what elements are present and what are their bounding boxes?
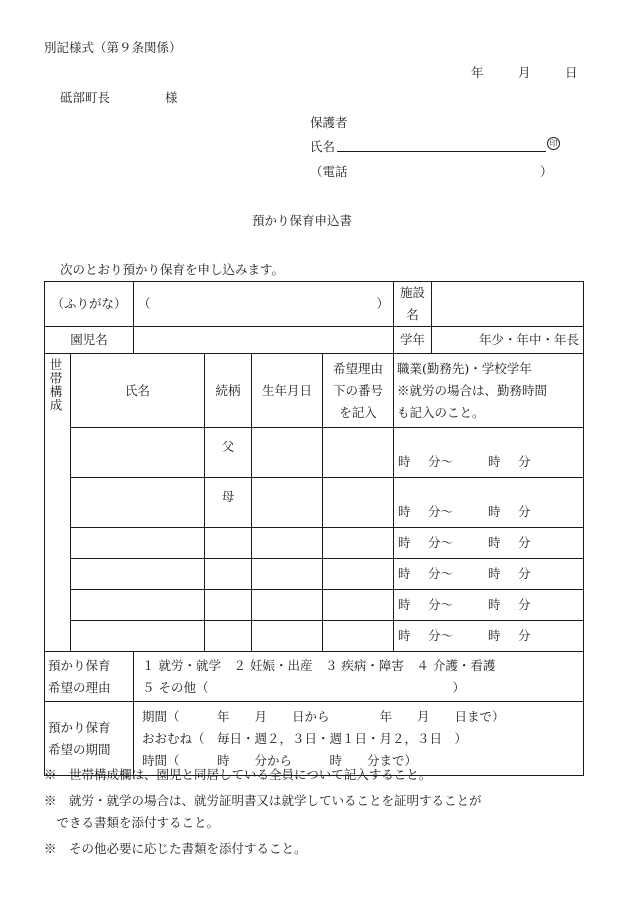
grade-options[interactable]: 年少・年中・年長 — [432, 327, 584, 354]
member-job-field[interactable]: 時 分～ 時 分 — [394, 528, 584, 559]
member-job-field[interactable]: 時 分～ 時 分 — [394, 478, 584, 528]
guardian-name-label: 氏名 — [310, 139, 336, 154]
reason-label: 預かり保育 希望の理由 — [45, 652, 134, 702]
household-row — [45, 478, 584, 528]
note-2-cont: できる書類を添付すること。 — [44, 815, 220, 830]
col-relation-header: 続柄 — [205, 354, 252, 428]
col-birth-header: 生年月日 — [252, 354, 323, 428]
phone-label: （電話 — [310, 164, 348, 179]
household-section-label: 世帯構成 — [45, 354, 71, 652]
member-job-field[interactable]: 時 分～ 時 分 — [394, 428, 584, 478]
member-relation[interactable] — [205, 559, 252, 590]
reason-other: ５ その他（ — [142, 679, 209, 695]
household-row — [45, 590, 584, 621]
col-name-header: 氏名 — [71, 354, 205, 428]
period-line-2: おおむね（ 毎日・週２，３日・週１日・月２，３日 ） — [142, 730, 468, 746]
member-reason-field[interactable] — [323, 590, 394, 621]
member-birth-field[interactable] — [252, 559, 323, 590]
member-birth-field[interactable] — [252, 478, 323, 528]
member-birth-field[interactable] — [252, 621, 323, 652]
furigana-label: （ふりがな） — [45, 282, 134, 327]
phone-close: ） — [540, 164, 553, 179]
paren-open: （ — [138, 296, 151, 311]
child-name-label: 園児名 — [45, 327, 134, 354]
reason-other-close: ） — [452, 679, 466, 695]
member-name-field[interactable] — [71, 478, 205, 528]
note-3: ※ その他必要に応じた書類を添付すること。 — [44, 841, 307, 856]
date-month-label: 月 — [518, 65, 531, 80]
member-reason-field[interactable] — [323, 428, 394, 478]
member-relation[interactable] — [205, 590, 252, 621]
paren-close: ） — [376, 296, 390, 311]
member-reason-field[interactable] — [323, 559, 394, 590]
member-relation[interactable]: 父 — [205, 428, 252, 478]
member-name-field[interactable] — [71, 590, 205, 621]
document-title: 預かり保育申込書 — [252, 213, 353, 228]
note-2: ※ 就労・就学の場合は、就労証明書又は就学していることを証明することが — [44, 793, 482, 808]
member-name-field[interactable] — [71, 559, 205, 590]
grade-label: 学年 — [394, 327, 432, 354]
household-row — [45, 528, 584, 559]
member-reason-field[interactable] — [323, 621, 394, 652]
date-day-label: 日 — [565, 65, 578, 80]
notes — [44, 764, 482, 860]
member-name-field[interactable] — [71, 621, 205, 652]
reason-line-1: １ 就労・就学 ２ 妊娠・出産 ３ 疾病・障害 ４ 介護・看護 — [142, 657, 496, 673]
addressee: 砥部町長 — [60, 90, 111, 105]
member-birth-field[interactable] — [252, 590, 323, 621]
member-job-field[interactable]: 時 分～ 時 分 — [394, 559, 584, 590]
furigana-field[interactable] — [134, 282, 394, 327]
member-relation[interactable] — [205, 528, 252, 559]
household-row — [45, 621, 584, 652]
facility-label: 施設名 — [394, 282, 432, 327]
note-1: ※ 世帯構成欄は、園児と同居している全員について記入すること。 — [44, 767, 432, 782]
col-job-header: 職業(勤務先)・学校学年 ※就労の場合は、勤務時間 も記入のこと。 — [394, 354, 584, 428]
form-label: 別記様式（第９条関係） — [44, 40, 182, 55]
reason-options[interactable] — [134, 652, 584, 702]
guardian-label: 保護者 — [310, 115, 348, 130]
period-line-1: 期間（ 年 月 日から 年 月 日まで） — [142, 708, 505, 724]
seal-mark-icon: 印 — [547, 137, 560, 150]
guardian-name-line[interactable] — [337, 151, 546, 152]
member-relation[interactable]: 母 — [205, 478, 252, 528]
member-job-field[interactable]: 時 分～ 時 分 — [394, 590, 584, 621]
member-birth-field[interactable] — [252, 528, 323, 559]
member-job-field[interactable]: 時 分～ 時 分 — [394, 621, 584, 652]
member-reason-field[interactable] — [323, 528, 394, 559]
period-line-3: 時間（ 時 分から 時 分まで） — [142, 752, 418, 768]
member-relation[interactable] — [205, 621, 252, 652]
household-row — [45, 428, 584, 478]
household-row — [45, 559, 584, 590]
date-year-label: 年 — [471, 65, 484, 80]
member-reason-field[interactable] — [323, 478, 394, 528]
member-name-field[interactable] — [71, 528, 205, 559]
period-label: 預かり保育 希望の期間 — [45, 702, 134, 776]
member-birth-field[interactable] — [252, 428, 323, 478]
honorific: 様 — [165, 90, 178, 105]
member-name-field[interactable] — [71, 428, 205, 478]
intro-text: 次のとおり預かり保育を申し込みます。 — [60, 262, 285, 277]
col-reason-header: 希望理由 下の番号 を記入 — [323, 354, 394, 428]
child-name-field[interactable] — [134, 327, 394, 354]
facility-field[interactable] — [432, 282, 584, 327]
application-table — [44, 281, 584, 776]
